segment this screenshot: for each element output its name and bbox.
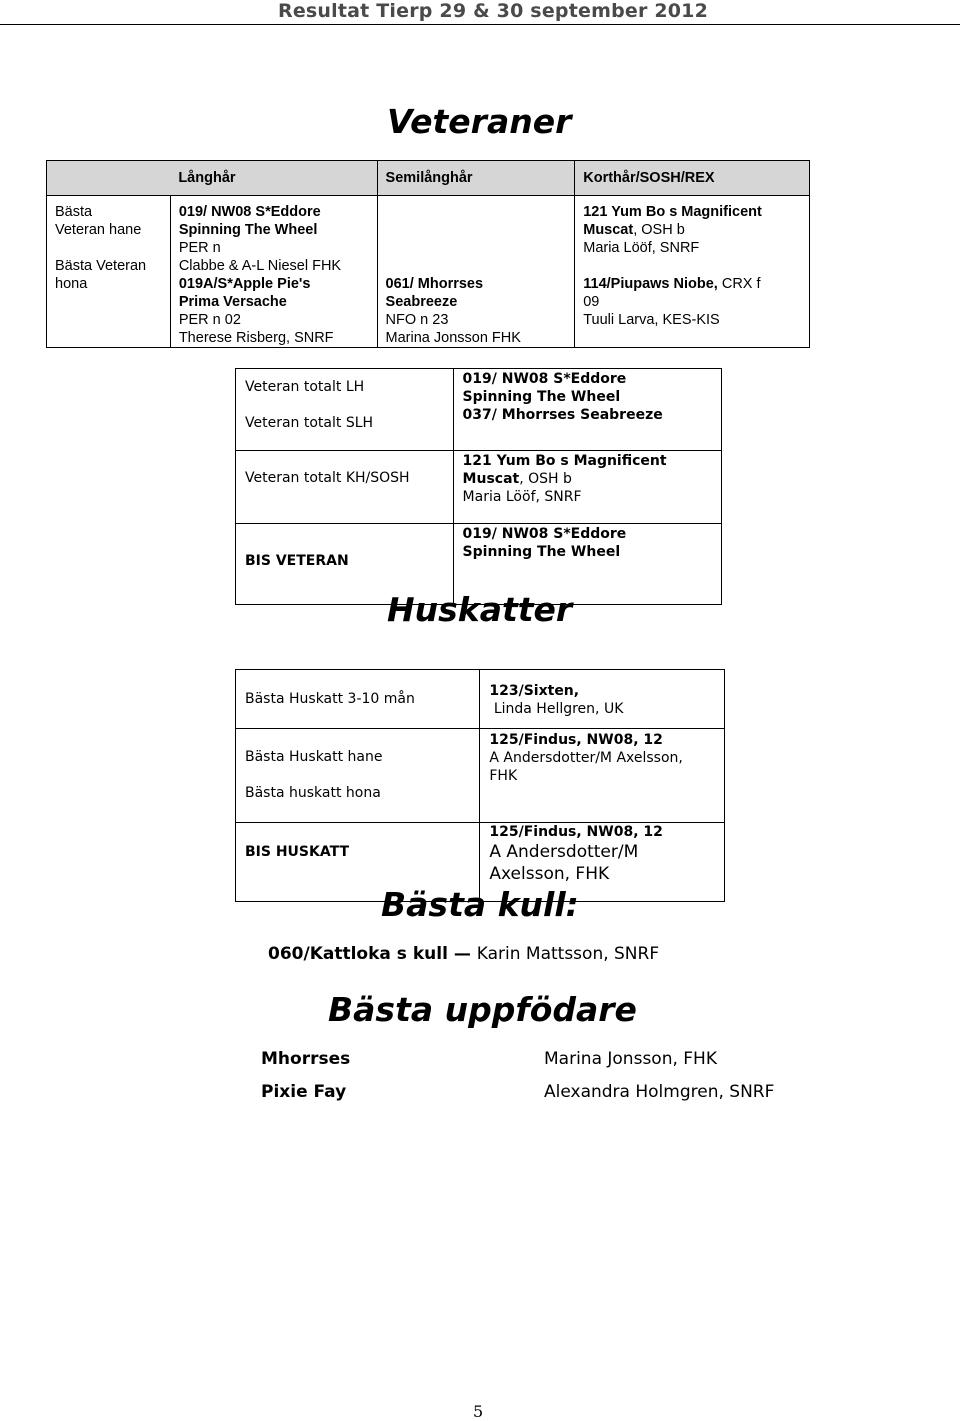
- huskatt-3-10-value-2: Linda Hellgren, UK: [489, 701, 624, 717]
- langhar-cell: [170, 196, 377, 348]
- col-header-langhar: Långhår: [170, 161, 377, 196]
- totalt-kh-value-2-rest: , OSH b: [519, 471, 572, 487]
- basta-kull-owner: Karin Mattsson, SNRF: [476, 944, 660, 964]
- basta-kull-line: [268, 944, 659, 964]
- hane-kh-3: Maria Lööf, SNRF: [583, 240, 700, 256]
- breeder-name-1: Mhorrses: [261, 1049, 351, 1069]
- totalt-kh-value-1: 121 Yum Bo s Magnificent: [462, 453, 667, 469]
- bis-veteran-value-2: Spinning The Wheel: [462, 544, 621, 560]
- huskatter-title: Huskatter: [387, 590, 573, 629]
- hona-lh-4: Therese Risberg, SNRF: [178, 330, 334, 346]
- veteraner-header-row: [47, 161, 810, 196]
- hona-slh-1-rest: / Mhorrses: [409, 276, 484, 292]
- hona-slh-1-bold: 061: [385, 276, 410, 292]
- huskatt-hane-value-1: 125/Findus, NW08, 12: [489, 732, 663, 748]
- totalt-slh-value-rest: / Mhorrses Seabreeze: [491, 407, 663, 423]
- veteraner-data-row: [47, 196, 810, 348]
- hane-kh-1: 121 Yum Bo s Magnificent: [583, 204, 762, 220]
- totalt-kh-value-3: Maria Lööf, SNRF: [462, 489, 582, 505]
- huskatt-3-10-label: Bästa Huskatt 3-10 mån: [245, 691, 415, 707]
- bis-huskatt-value-3: Axelsson, FHK: [489, 864, 610, 884]
- hona-slh-3: NFO n 23: [385, 312, 449, 328]
- hane-kh-2-bold: Muscat: [583, 222, 634, 238]
- hane-kh-2-rest: , OSH b: [633, 222, 685, 238]
- huskatt-hane-label: Bästa Huskatt hane: [245, 749, 383, 765]
- hona-lh-3: PER n 02: [178, 312, 241, 328]
- hona-kh-3: Tuuli Larva, KES-KIS: [583, 312, 720, 328]
- bis-huskatt-value-1: 125/Findus, NW08, 12: [489, 824, 663, 840]
- totals-values-top: [453, 369, 721, 451]
- huskatt-3-10-value-cell: [480, 670, 725, 729]
- header-title: Resultat Tierp 29 & 30 september 2012: [278, 0, 709, 22]
- huskatt-hane-value-cell: [480, 729, 725, 823]
- huskatter-table: [235, 669, 725, 902]
- totalt-lh-value-2: Spinning The Wheel: [462, 389, 621, 405]
- totals-labels-top: [236, 369, 454, 451]
- hona-slh-2: Seabreeze: [385, 294, 458, 310]
- breeder-owner-2: Alexandra Holmgren, SNRF: [544, 1082, 775, 1102]
- page-number: 5: [473, 1402, 484, 1421]
- hane-label-2: Veteran hane: [55, 222, 142, 238]
- huskatt-hane-value-3: FHK: [489, 768, 518, 784]
- bis-huskatt-label: BIS HUSKATT: [245, 844, 350, 860]
- col-header-semilanghar: Semilånghår: [377, 161, 575, 196]
- basta-uppfodare-title: Bästa uppfödare: [328, 990, 637, 1029]
- veteraner-table: [46, 160, 810, 348]
- huskatt-3-10-label-cell: [236, 670, 480, 729]
- huskatt-3-10-value-1: 123/Sixten,: [489, 683, 580, 699]
- breeder-owner-1: Marina Jonsson, FHK: [544, 1049, 717, 1069]
- basta-kull-name: 060/Kattloka s kull: [268, 944, 448, 964]
- totalt-slh-label: Veteran totalt SLH: [245, 415, 374, 431]
- label-cell: [47, 196, 171, 348]
- hona-kh-2: 09: [583, 294, 600, 310]
- basta-kull-title: Bästa kull:: [381, 885, 579, 924]
- totalt-kh-label: Veteran totalt KH/SOSH: [245, 470, 410, 486]
- totals-labels-mid: [236, 451, 454, 524]
- hona-label-2: hona: [55, 276, 88, 292]
- bis-veteran-value-1: 019/ NW08 S*Eddore: [462, 526, 627, 542]
- totalt-lh-label: Veteran totalt LH: [245, 379, 365, 395]
- hona-kh-1-bold: 114/Piupaws Niobe,: [583, 276, 718, 292]
- huskatt-hane-hona-label-cell: [236, 729, 480, 823]
- veteraner-title: Veteraner: [387, 102, 572, 141]
- huskatt-hona-label: Bästa huskatt hona: [245, 785, 381, 801]
- huskatt-hane-value-2: A Andersdotter/M Axelsson,: [489, 750, 683, 766]
- hane-label-1: Bästa: [55, 204, 93, 220]
- hona-lh-2: Prima Versache: [178, 294, 287, 310]
- totalt-lh-value-1: 019/ NW08 S*Eddore: [462, 371, 627, 387]
- totalt-slh-value-bold: 037: [462, 407, 492, 423]
- hona-kh-1-rest: CRX f: [717, 276, 761, 292]
- hona-label-1: Bästa Veteran: [55, 258, 147, 274]
- totalt-kh-value-2-bold: Muscat: [462, 471, 520, 487]
- veteran-totals-table: [235, 368, 722, 605]
- page-header: [0, 0, 960, 25]
- breeder-name-2: Pixie Fay: [261, 1082, 347, 1102]
- bis-huskatt-value-2: A Andersdotter/M: [489, 842, 639, 862]
- semilanghar-cell: [377, 196, 575, 348]
- basta-kull-dash: —: [447, 944, 477, 964]
- bis-veteran-label: BIS VETERAN: [245, 553, 349, 569]
- hane-lh-4: Clabbe & A-L Niesel FHK: [178, 258, 342, 274]
- hona-lh-1: 019A/S*Apple Pie's: [178, 276, 311, 292]
- hane-lh-2: Spinning The Wheel: [178, 222, 318, 238]
- korthar-cell: [575, 196, 810, 348]
- hane-lh-3: PER n: [178, 240, 221, 256]
- hane-lh-1: 019/ NW08 S*Eddore: [178, 204, 321, 220]
- totals-values-mid: [453, 451, 721, 524]
- hona-slh-4: Marina Jonsson FHK: [385, 330, 521, 346]
- col-header-korthar: Korthår/SOSH/REX: [575, 161, 810, 196]
